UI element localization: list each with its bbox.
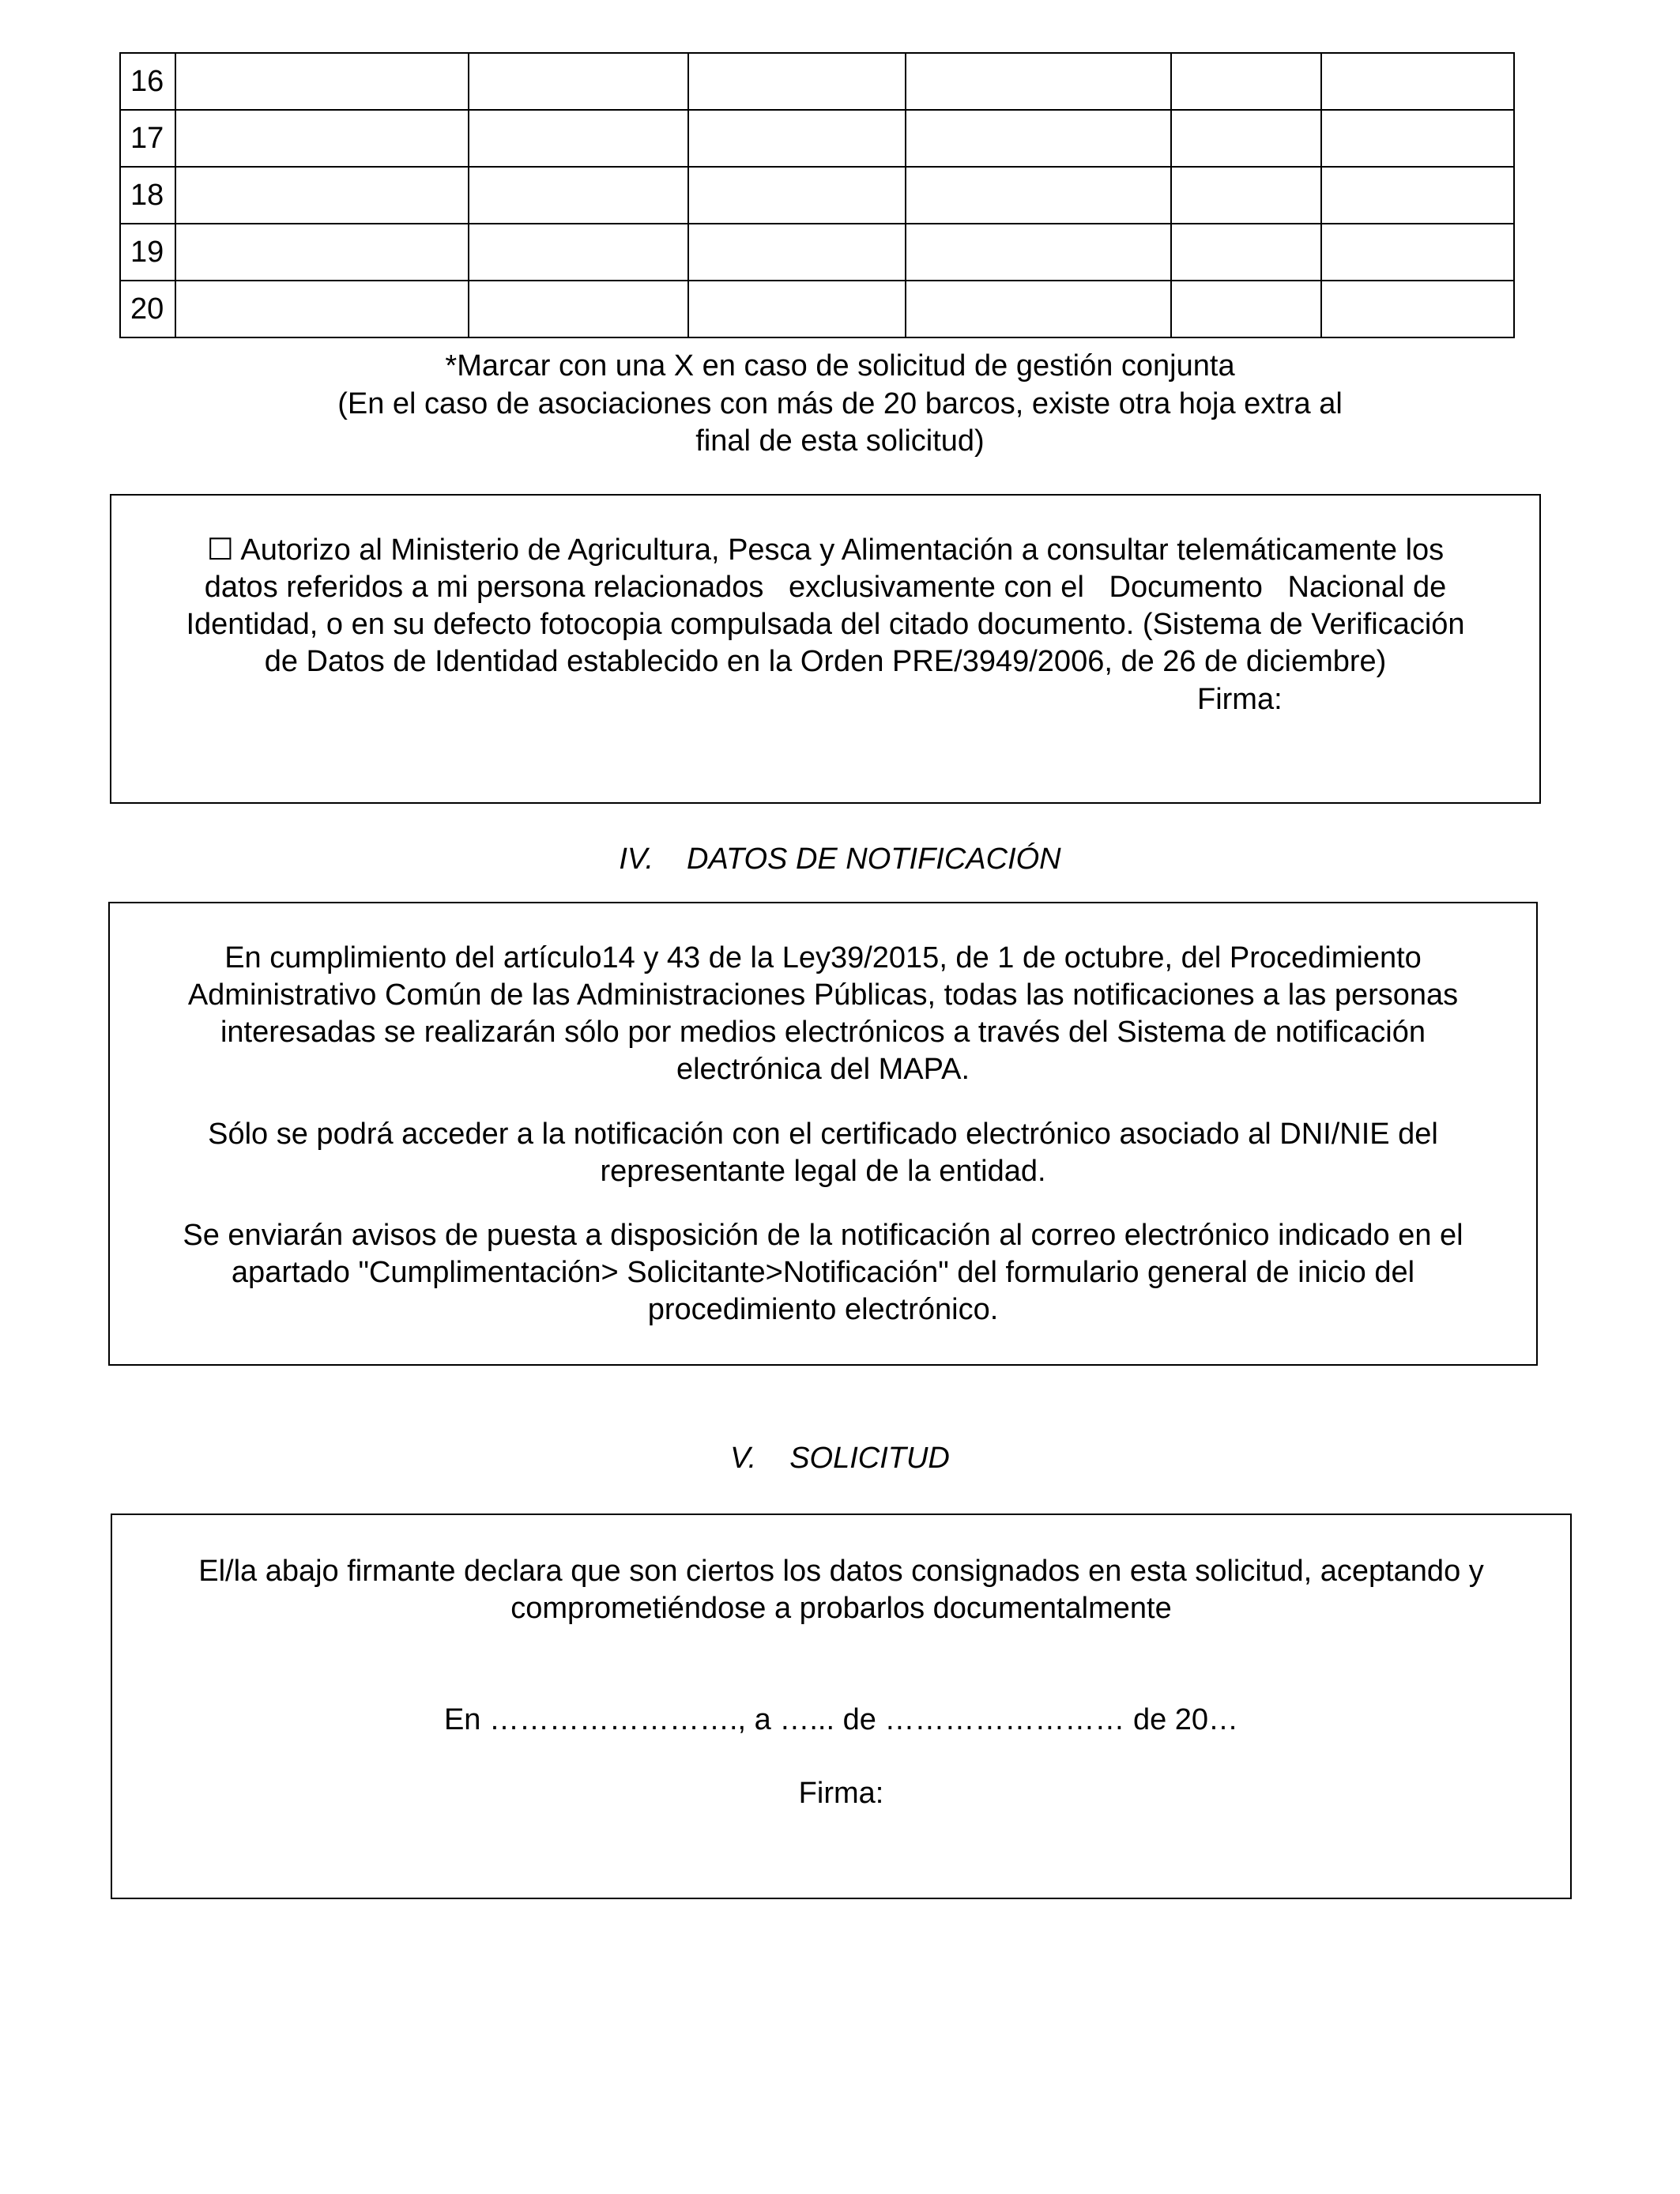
table-row [120,281,1514,337]
authorization-line: de Datos de Identidad establecido en la Orden PRE/3949/2006, de 26 de diciembre) [264,645,1387,678]
table-row [120,53,1514,110]
vessel-table [119,52,1515,338]
table-cell[interactable] [469,167,688,224]
table-cell[interactable] [688,167,906,224]
authorization-signature-label: Firma: [1197,683,1283,716]
table-cell[interactable] [175,281,469,337]
authorization-line: datos referidos a mi persona relacionados exclusivamente con el Documento Nacional de [204,571,1447,604]
authorization-signature-field[interactable] [1335,711,1509,759]
table-cell[interactable] [1171,281,1321,337]
table-cell[interactable] [1321,224,1514,281]
request-signature-label: Firma: [798,1777,884,1810]
joint-management-note: *Marcar con una X en caso de solicitud de gestión conjunta [445,349,1235,383]
table-cell[interactable] [688,53,906,110]
place-date-line[interactable]: En ……………………., a …... de …………………… de 20… [443,1703,1239,1736]
table-cell[interactable] [175,167,469,224]
table-cell[interactable] [1321,110,1514,167]
row-number: 18 [120,167,175,224]
table-cell[interactable] [175,224,469,281]
table-cell[interactable] [906,281,1171,337]
table-cell[interactable] [175,53,469,110]
table-cell[interactable] [906,53,1171,110]
table-cell[interactable] [1171,224,1321,281]
row-number: 16 [120,53,175,110]
section-iv-heading [0,841,1680,878]
table-cell[interactable] [469,281,688,337]
table-cell[interactable] [688,110,906,167]
table-cell[interactable] [1171,167,1321,224]
table-cell[interactable] [906,110,1171,167]
authorization-line: ☐ Autorizo al Ministerio de Agricultura, Pesca y Alimentación a consultar telemáticamente los [206,533,1445,567]
table-cell[interactable] [469,53,688,110]
table-cell[interactable] [688,281,906,337]
notification-paragraph-3: Se enviarán avisos de puesta a disposición de la notificación al correo electrónico indicado en el apartado "Cumplimentación> Solicitante>Notificación" del formulario general de inicio del procedimiento electrónico. [183,1219,1463,1326]
section-v-heading [0,1440,1680,1477]
authorization-checkbox[interactable]: ☐ [206,533,234,567]
section-v-number: V. [730,1442,757,1475]
notification-paragraph-2: Sólo se podrá acceder a la notificación con el certificado electrónico asociado al DNI/NIE del representante legal de la entidad. [208,1118,1438,1188]
table-cell[interactable] [906,224,1171,281]
section-v-title: SOLICITUD [789,1442,950,1475]
row-number: 20 [120,281,175,337]
section-iv-number: IV. [619,843,654,876]
table-cell[interactable] [1171,110,1321,167]
declaration-text: El/la abajo firmante declara que son ciertos los datos consignados en esta solicitud, aceptando y comprometiéndose a probarlos documentalmente [198,1555,1484,1625]
authorization-line: Identidad, o en su defecto fotocopia compulsada del citado documento. (Sistema de Verificación [186,608,1465,641]
notification-paragraph-1: En cumplimiento del artículo14 y 43 de la Ley39/2015, de 1 de octubre, del Procedimiento Administrativo Común de las Administraciones Públicas, todas las notificaciones a las personas interesadas se realizarán sólo por medios electrónicos a través del Sistema de notificación electrónica del MAPA. [187,941,1459,1086]
table-row [120,224,1514,281]
table-row [120,110,1514,167]
table-cell[interactable] [906,167,1171,224]
table-cell[interactable] [1321,281,1514,337]
table-cell[interactable] [469,110,688,167]
table-cell[interactable] [1321,53,1514,110]
table-cell[interactable] [1171,53,1321,110]
section-iv-title: DATOS DE NOTIFICACIÓN [687,843,1061,876]
extra-sheet-note-cont: final de esta solicitud) [695,424,985,458]
table-cell[interactable] [1321,167,1514,224]
table-cell[interactable] [469,224,688,281]
row-number: 17 [120,110,175,167]
authorization-text [111,532,1539,680]
table-row [120,167,1514,224]
extra-sheet-note: (En el caso de asociaciones con más de 20 barcos, existe otra hoja extra al [337,387,1343,420]
table-cell[interactable] [175,110,469,167]
request-signature-field[interactable] [711,1818,972,1873]
table-cell[interactable] [688,224,906,281]
row-number: 19 [120,224,175,281]
